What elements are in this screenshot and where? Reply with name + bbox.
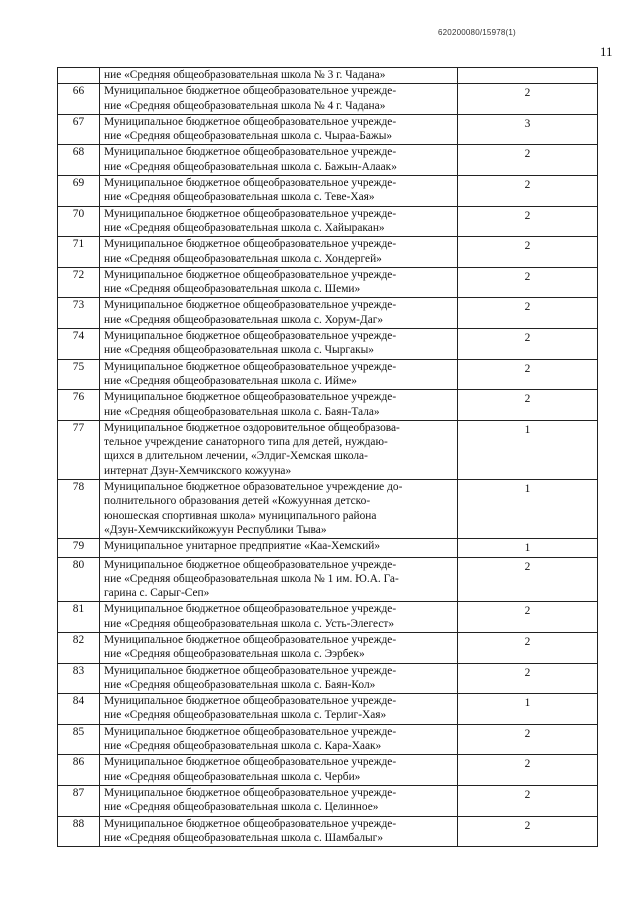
row-number: 76 — [58, 390, 100, 421]
quota-value: 3 — [458, 114, 598, 145]
row-number: 85 — [58, 724, 100, 755]
quota-value: 2 — [458, 298, 598, 329]
table-row — [58, 785, 598, 816]
row-number: 78 — [58, 480, 100, 539]
table-row — [58, 694, 598, 725]
row-number: 70 — [58, 206, 100, 237]
table-row — [58, 663, 598, 694]
quota-value: 2 — [458, 724, 598, 755]
table-row — [58, 267, 598, 298]
table-row — [58, 329, 598, 360]
table-row — [58, 298, 598, 329]
quota-value: 2 — [458, 632, 598, 663]
table-row — [58, 480, 598, 539]
institution-name: Муниципальное бюджетное общеобразовательное учрежде- ние «Средняя общеобразовательная школа с. Терлиг-Хая» — [100, 694, 458, 725]
quota-value: 2 — [458, 602, 598, 633]
quota-value: 2 — [458, 663, 598, 694]
row-number: 87 — [58, 785, 100, 816]
table-row — [58, 632, 598, 663]
quota-value: 2 — [458, 329, 598, 360]
institution-name: Муниципальное бюджетное общеобразовательное учрежде- ние «Средняя общеобразовательная школа с. Хорум-Даг» — [100, 298, 458, 329]
row-number: 74 — [58, 329, 100, 360]
table-body — [58, 68, 598, 847]
quota-value: 1 — [458, 539, 598, 557]
row-number: 88 — [58, 816, 100, 847]
table-row — [58, 68, 598, 84]
institution-name: Муниципальное бюджетное общеобразовательное учрежде- ние «Средняя общеобразовательная школа с. Шеми» — [100, 267, 458, 298]
institution-name: Муниципальное бюджетное общеобразовательное учрежде- ние «Средняя общеобразовательная школа с. Баян-Кол» — [100, 663, 458, 694]
institution-name: Муниципальное бюджетное общеобразовательное учрежде- ние «Средняя общеобразовательная школа с. Ийме» — [100, 359, 458, 390]
row-number: 77 — [58, 420, 100, 479]
quota-value: 2 — [458, 557, 598, 602]
table-row — [58, 816, 598, 847]
row-number: 83 — [58, 663, 100, 694]
row-number: 68 — [58, 145, 100, 176]
quota-value: 2 — [458, 206, 598, 237]
quota-value: 1 — [458, 420, 598, 479]
institution-name: Муниципальное бюджетное общеобразовательное учрежде- ние «Средняя общеобразовательная школа с. Хондергей» — [100, 237, 458, 268]
table-row — [58, 237, 598, 268]
row-number: 82 — [58, 632, 100, 663]
row-number: 67 — [58, 114, 100, 145]
quota-value: 2 — [458, 237, 598, 268]
table-row — [58, 359, 598, 390]
page-number: 11 — [600, 44, 613, 59]
row-number: 79 — [58, 539, 100, 557]
institution-name: Муниципальное бюджетное общеобразовательное учрежде- ние «Средняя общеобразовательная школа № 1 им. Ю.А. Га- гарина с. Сарыг-Сеп» — [100, 557, 458, 602]
row-number: 75 — [58, 359, 100, 390]
table-row — [58, 724, 598, 755]
quota-value: 2 — [458, 176, 598, 207]
quota-value: 2 — [458, 390, 598, 421]
row-number: 72 — [58, 267, 100, 298]
row-number: 86 — [58, 755, 100, 786]
institution-name: Муниципальное бюджетное общеобразовательное учрежде- ние «Средняя общеобразовательная школа с. Баян-Тала» — [100, 390, 458, 421]
table-row — [58, 539, 598, 557]
quota-value — [458, 68, 598, 84]
row-number: 81 — [58, 602, 100, 633]
row-number: 66 — [58, 84, 100, 115]
table-row — [58, 420, 598, 479]
table-row — [58, 84, 598, 115]
row-number: 80 — [58, 557, 100, 602]
institution-name: Муниципальное унитарное предприятие «Каа-Хемский» — [100, 539, 458, 557]
institution-name: Муниципальное бюджетное общеобразовательное учрежде- ние «Средняя общеобразовательная школа с. Черби» — [100, 755, 458, 786]
institution-name: Муниципальное бюджетное общеобразовательное учрежде- ние «Средняя общеобразовательная школа с. Чыраа-Бажы» — [100, 114, 458, 145]
institution-name: Муниципальное бюджетное общеобразовательное учрежде- ние «Средняя общеобразовательная школа с. Шамбалыг» — [100, 816, 458, 847]
table-row — [58, 176, 598, 207]
quota-value: 2 — [458, 359, 598, 390]
quota-value: 2 — [458, 267, 598, 298]
institution-name: Муниципальное бюджетное оздоровительное общеобразова- тельное учреждение санаторного типа для детей, нуждаю- щихся в длительном лечении, «Элдиг-Хемская школа- интернат Дзун-Хемчикского кожууна» — [100, 420, 458, 479]
row-number: 71 — [58, 237, 100, 268]
quota-value: 2 — [458, 785, 598, 816]
quota-value: 1 — [458, 694, 598, 725]
quota-value: 2 — [458, 145, 598, 176]
quota-value: 2 — [458, 755, 598, 786]
table-row — [58, 557, 598, 602]
quota-value: 2 — [458, 84, 598, 115]
institutions-table — [57, 67, 598, 847]
institution-name: Муниципальное бюджетное общеобразовательное учрежде- ние «Средняя общеобразовательная школа с. Бажын-Алаак» — [100, 145, 458, 176]
institution-name: Муниципальное бюджетное общеобразовательное учрежде- ние «Средняя общеобразовательная школа с. Ээрбек» — [100, 632, 458, 663]
quota-value: 2 — [458, 816, 598, 847]
row-number: 84 — [58, 694, 100, 725]
institution-name: Муниципальное бюджетное общеобразовательное учрежде- ние «Средняя общеобразовательная школа с. Чыргакы» — [100, 329, 458, 360]
row-number: 73 — [58, 298, 100, 329]
institution-name: Муниципальное бюджетное общеобразовательное учрежде- ние «Средняя общеобразовательная школа с. Усть-Элегест» — [100, 602, 458, 633]
table-row — [58, 390, 598, 421]
institution-name: Муниципальное бюджетное общеобразовательное учрежде- ние «Средняя общеобразовательная школа № 4 г. Чадана» — [100, 84, 458, 115]
institution-name: ние «Средняя общеобразовательная школа № 3 г. Чадана» — [100, 68, 458, 84]
quota-value: 1 — [458, 480, 598, 539]
table-row — [58, 145, 598, 176]
row-number — [58, 68, 100, 84]
institution-name: Муниципальное бюджетное общеобразовательное учрежде- ние «Средняя общеобразовательная школа с. Теве-Хая» — [100, 176, 458, 207]
table-row — [58, 206, 598, 237]
institution-name: Муниципальное бюджетное общеобразовательное учрежде- ние «Средняя общеобразовательная школа с. Целинное» — [100, 785, 458, 816]
institution-name: Муниципальное бюджетное образовательное учреждение до- полнительного образования детей «Кожуунная детско- юношеская спортивная школа» муниципального района «Дзун-Хемчикскийкожуун Республики Тыва» — [100, 480, 458, 539]
table-row — [58, 114, 598, 145]
table-row — [58, 602, 598, 633]
document-id: 620200080/15978(1) — [438, 28, 516, 37]
row-number: 69 — [58, 176, 100, 207]
institution-name: Муниципальное бюджетное общеобразовательное учрежде- ние «Средняя общеобразовательная школа с. Хайыракан» — [100, 206, 458, 237]
institution-name: Муниципальное бюджетное общеобразовательное учрежде- ние «Средняя общеобразовательная школа с. Кара-Хаак» — [100, 724, 458, 755]
table-row — [58, 755, 598, 786]
